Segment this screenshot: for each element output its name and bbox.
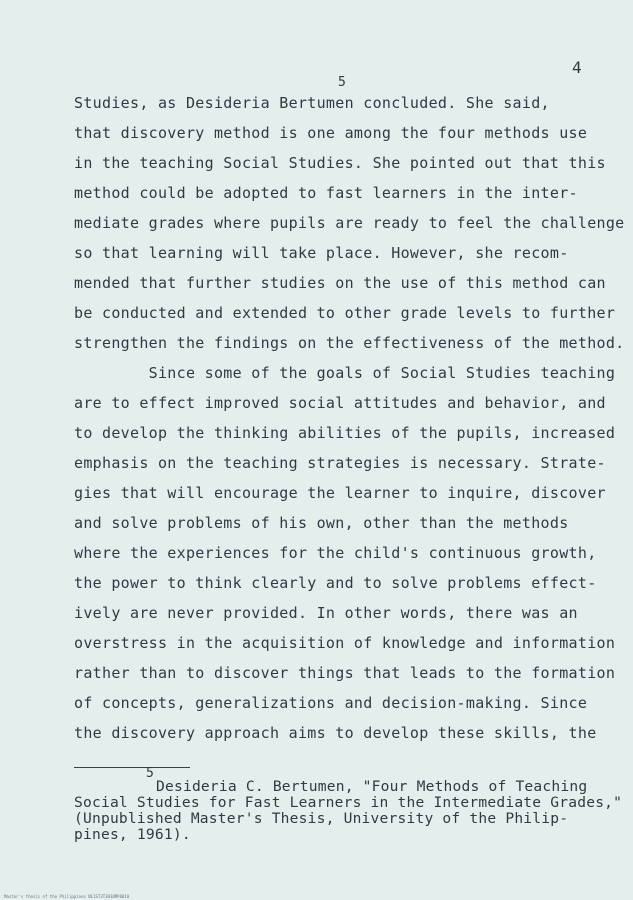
footnote-reference-marker: 5 <box>338 75 346 90</box>
body-line: ively are never provided. In other words, there was an <box>74 604 578 622</box>
body-line: Studies, as Desideria Bertumen concluded. She said, <box>74 94 550 112</box>
footnote-rule <box>74 767 190 768</box>
body-line: Since some of the goals of Social Studies teaching <box>74 364 616 382</box>
body-line: mended that further studies on the use of this method can <box>74 274 606 292</box>
body-line: in the teaching Social Studies. She pointed out that this <box>74 154 606 172</box>
footnote-line: Desideria C. Bertumen, "Four Methods of Teaching <box>156 778 588 795</box>
scan-footer: Master's thesis of the Philippines NL1ST3T3030MP0018 <box>4 894 130 899</box>
body-line: so that learning will take place. However, she recom- <box>74 244 569 262</box>
body-line: emphasis on the teaching strategies is necessary. Strate- <box>74 454 606 472</box>
body-text <box>74 88 625 748</box>
body-line: gies that will encourage the learner to inquire, discover <box>74 484 606 502</box>
page-number: 4 <box>572 58 582 77</box>
footnote-line: Social Studies for Fast Learners in the Intermediate Grades," <box>74 794 623 811</box>
body-line: rather than to discover things that leads to the formation <box>74 664 616 682</box>
footnote-line: (Unpublished Master's Thesis, University of the Philip- <box>74 810 569 827</box>
footnote <box>74 778 623 843</box>
body-line: of concepts, generalizations and decision-making. Since <box>74 694 588 712</box>
body-line: that discovery method is one among the four methods use <box>74 124 588 142</box>
body-line: strengthen the findings on the effectiveness of the method. <box>74 334 625 352</box>
body-line: method could be adopted to fast learners in the inter- <box>74 184 578 202</box>
body-line: are to effect improved social attitudes and behavior, and <box>74 394 606 412</box>
body-line: where the experiences for the child's continuous growth, <box>74 544 597 562</box>
footnote-marker: 5 <box>146 766 154 781</box>
body-line: to develop the thinking abilities of the pupils, increased <box>74 424 616 442</box>
body-line: be conducted and extended to other grade levels to further <box>74 304 616 322</box>
body-line: and solve problems of his own, other than the methods <box>74 514 569 532</box>
body-line: the power to think clearly and to solve problems effect- <box>74 574 597 592</box>
body-line: mediate grades where pupils are ready to feel the challenge <box>74 214 625 232</box>
body-line: the discovery approach aims to develop these skills, the <box>74 724 597 742</box>
footnote-line: pines, 1961). <box>74 826 191 843</box>
body-line: overstress in the acquisition of knowledge and information <box>74 634 616 652</box>
